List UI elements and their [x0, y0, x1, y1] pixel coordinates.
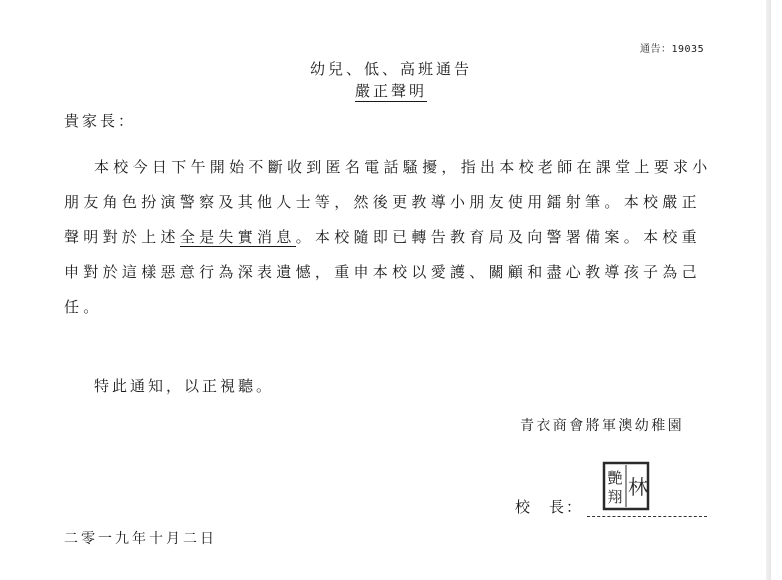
notice-title: 幼兒、低、高班通告	[309, 60, 472, 78]
body-line-3-start: 聲明對於上述	[64, 228, 180, 246]
seal-char-3: 翔	[607, 488, 623, 506]
underlined-phrase: 全是失實消息	[179, 228, 296, 246]
body-line-3-end: 。本校隨即已轉告教育局及向警署備案。本校重	[295, 228, 701, 246]
notice-date: 二零一九年十月二日	[64, 531, 217, 547]
body-line-1: 本校今日下午開始不斷收到匿名電話騷擾，指出本校老師在課堂上要求小	[94, 158, 712, 176]
notice-number: 通告：19035	[640, 44, 705, 55]
body-line-5: 任。	[64, 298, 103, 316]
seal-char-1: 艷	[607, 469, 623, 487]
principal-seal-icon	[602, 461, 650, 511]
body-line-4: 申對於這樣惡意行為深表遺憾，重申本校以愛護、關顧和盡心教導孩子為己	[64, 263, 701, 281]
subtitle-text: 嚴正聲明	[354, 82, 427, 100]
seal-char-2: 林	[628, 475, 648, 499]
salutation: 貴家長：	[64, 112, 137, 130]
principal-label: 校 長：	[515, 498, 584, 516]
body-line-3	[64, 220, 724, 255]
notice-subtitle	[0, 80, 782, 101]
body-line-2: 朋友角色扮演警察及其他人士等，然後更教導小朋友使用鐳射筆。本校嚴正	[64, 193, 701, 211]
body-paragraph	[64, 150, 724, 325]
closing-line: 特此通知，以正視聽。	[94, 377, 275, 395]
school-name: 青衣商會將軍澳幼稚園	[520, 418, 684, 434]
